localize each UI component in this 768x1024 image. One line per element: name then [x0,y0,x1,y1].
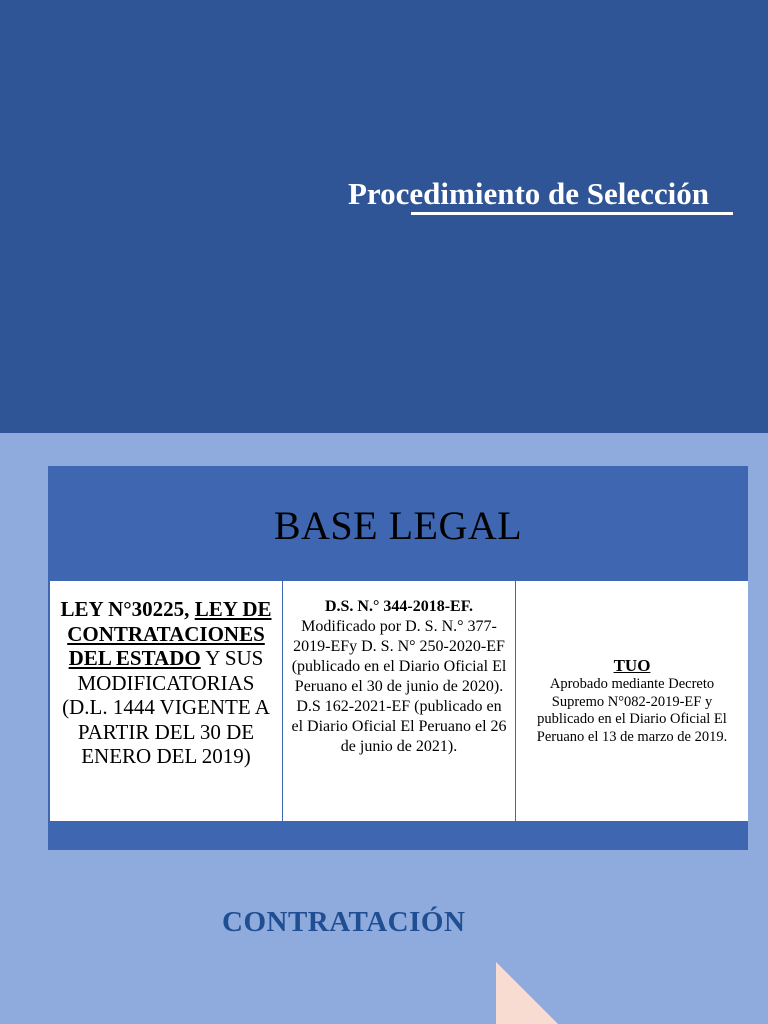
law-number: LEY N°30225, [60,597,195,621]
title-underline [411,212,733,215]
tuo-cell [516,581,748,821]
law-name: LEY DE CONTRATACIONES DEL ESTADO [67,597,272,670]
regulation-title: D.S. N.° 344-2018-EF. [324,598,474,615]
base-legal-heading: BASE LEGAL [273,503,523,548]
page-title: Procedimiento de Selección [348,176,710,211]
header-band [0,0,768,433]
section-label: CONTRATACIÓN [222,906,466,938]
law-modifications: Y SUS MODIFICATORIAS (D.L. 1444 VIGENTE A PARTIR DEL 30 DE ENERO DEL 2019) [62,646,270,768]
regulation-body: Modificado por D. S. N.° 377-2019-EFy D. S. N° 250-2020-EF (publicado en el Diario Oficial El Peruano el 30 de junio de 2020). D.S 162-2021-EF (publicado en el Diario Oficial El Peruano el 26 de junio de 2021). [291,618,507,755]
base-legal-columns [50,581,748,821]
base-legal-box [48,466,748,850]
decorative-corner-shape [496,962,576,1024]
regulation-cell [283,581,515,821]
tuo-body: Aprobado mediante Decreto Supremo N°082-2019-EF y publicado en el Diario Oficial El Peruano el 13 de marzo de 2019. [536,676,728,745]
law-cell [50,581,282,821]
tuo-title: TUO [613,656,651,675]
